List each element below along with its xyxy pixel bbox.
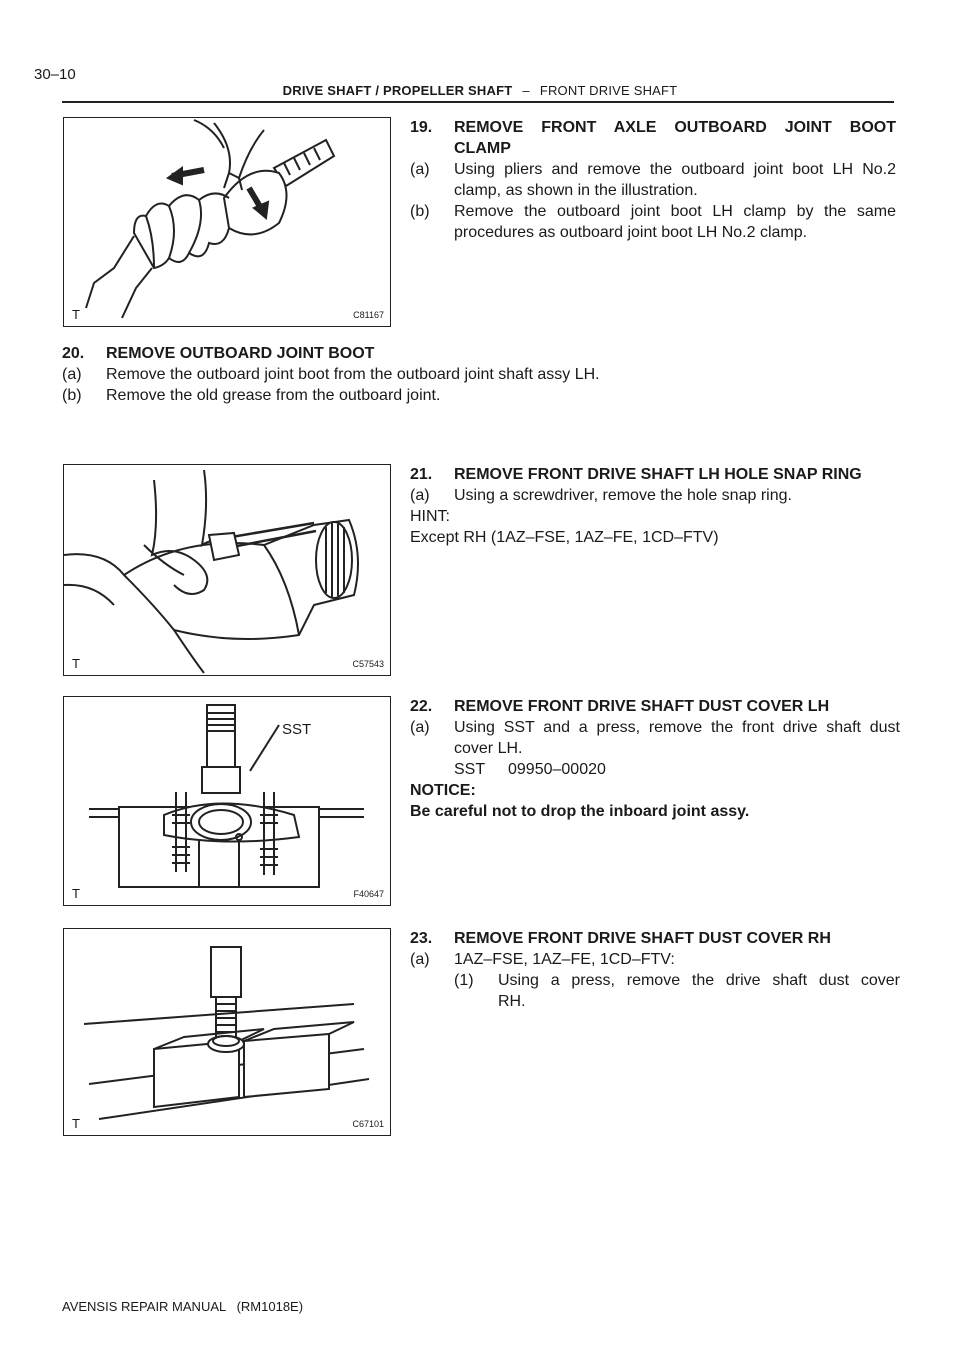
figure-snap-ring <box>63 464 391 676</box>
sst-press-illustration <box>64 697 390 905</box>
step-19-a: (a) Using pliers and remove the outboard joint boot LH No.2 clamp, as shown in the illustration. <box>410 161 896 199</box>
figure-boot-clamp <box>63 117 391 327</box>
boot-clamp-illustration <box>64 118 390 326</box>
step-23-a: (a) 1AZ–FSE, 1AZ–FE, 1CD–FTV: <box>410 951 675 968</box>
figure-t-mark: T <box>72 1116 80 1131</box>
page-number: 30–10 <box>34 66 76 83</box>
figure-code: C57543 <box>352 659 384 669</box>
step-23-title: 23. REMOVE FRONT DRIVE SHAFT DUST COVER RH <box>410 930 831 947</box>
step-20-b: (b) Remove the old grease from the outboard joint. <box>62 387 441 404</box>
step-22-a: (a) Using SST and a press, remove the front drive shaft dust cover LH. <box>410 719 900 757</box>
step-22 <box>410 696 900 822</box>
step-number: 19. <box>410 119 433 136</box>
figure-code: C81167 <box>353 310 384 320</box>
header-rule <box>62 101 894 103</box>
dust-cover-illustration <box>64 929 390 1135</box>
figure-code: C67101 <box>352 1119 384 1129</box>
step-20-title: 20. REMOVE OUTBOARD JOINT BOOT <box>62 345 375 362</box>
step-20-a: (a) Remove the outboard joint boot from the outboard joint shaft assy LH. <box>62 366 600 383</box>
step-21-title: 21. REMOVE FRONT DRIVE SHAFT LH HOLE SNAP RING <box>410 466 862 483</box>
step-20 <box>62 343 902 406</box>
step-number: 20. <box>62 345 85 362</box>
figure-sst-press <box>63 696 391 906</box>
step-number: 21. <box>410 466 433 483</box>
step-23-a-1: (1) Using a press, remove the drive shaft dust cover RH. <box>454 972 900 1010</box>
notice-text: Be careful not to drop the inboard joint assy. <box>410 803 750 820</box>
figure-t-mark: T <box>72 886 80 901</box>
step-19-b: (b) Remove the outboard joint boot LH clamp by the same procedures as outboard joint boot LH No.2 clamp. <box>410 203 896 241</box>
hint-label: HINT: <box>410 508 450 525</box>
step-21-a: (a) Using a screwdriver, remove the hole snap ring. <box>410 487 792 504</box>
sst-callout: SST <box>282 721 312 738</box>
notice-label: NOTICE: <box>410 782 476 799</box>
subsection-title: FRONT DRIVE SHAFT <box>539 83 678 98</box>
figure-dust-cover-press <box>63 928 391 1136</box>
page-footer: AVENSIS REPAIR MANUAL (RM1018E) <box>62 1299 304 1314</box>
page-header <box>0 83 960 98</box>
step-19-title-cont: CLAMP <box>454 140 511 157</box>
figure-t-mark: T <box>72 656 80 671</box>
section-title: DRIVE SHAFT / PROPELLER SHAFT <box>282 83 513 98</box>
step-number: 23. <box>410 930 433 947</box>
hint-text: Except RH (1AZ–FSE, 1AZ–FE, 1CD–FTV) <box>410 529 719 546</box>
figure-code: F40647 <box>353 889 384 899</box>
step-23 <box>410 928 900 1012</box>
step-22-title: 22. REMOVE FRONT DRIVE SHAFT DUST COVER LH <box>410 698 830 715</box>
step-19 <box>410 117 896 243</box>
header-separator: – <box>522 83 530 98</box>
figure-t-mark: T <box>72 307 80 322</box>
sst-number-line: SST 09950–00020 <box>454 761 606 778</box>
snap-ring-illustration <box>64 465 390 675</box>
step-21 <box>410 464 900 548</box>
step-number: 22. <box>410 698 433 715</box>
step-19-title: 19. REMOVE FRONT AXLE OUTBOARD JOINT BOOT <box>410 119 896 136</box>
